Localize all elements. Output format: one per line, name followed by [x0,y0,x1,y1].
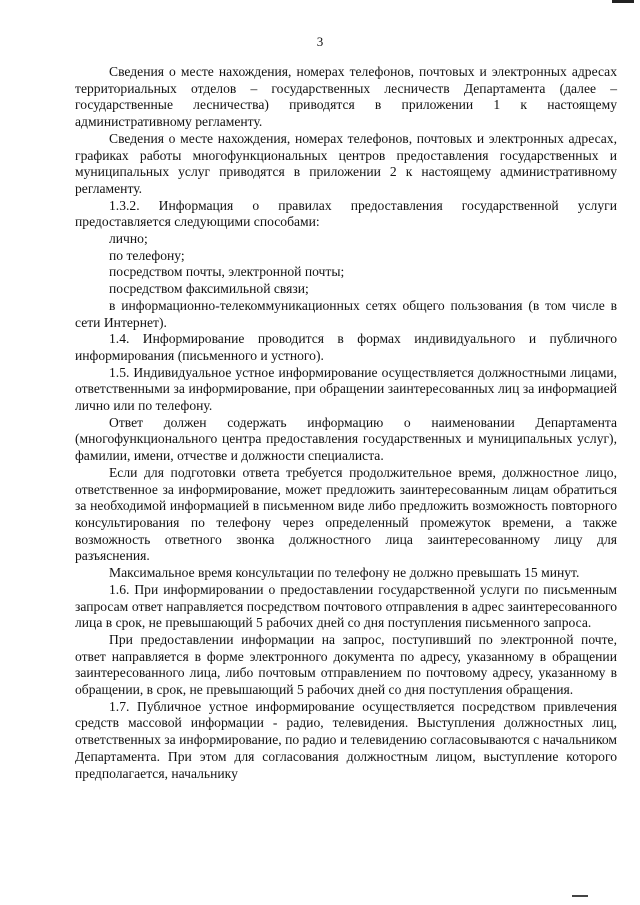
paragraph-1-4: 1.4. Информирование проводится в формах индивидуального и публичного информирования (письменного и устного). [75,331,617,363]
document-body [75,64,617,782]
scan-bottom-mark [572,895,588,897]
paragraph-email-request: При предоставлении информации на запрос, поступивший по электронной почте, ответ направляется в форме электронного документа по адресу, указанному в обращении заинтересованного лица, либо почтовым отправлением по почтовому адресу, указанному в обращении, в срок, не превышающий 5 рабочих дней со дня поступления обращения. [75,631,617,698]
list-item-in-person: лично; [109,231,148,247]
paragraph-1-7: 1.7. Публичное устное информирование осуществляется посредством привлечения средств массовой информации - радио, телевидения. Выступления должностных лиц, ответственных за информирование, по радио и телевидению согласовываются с начальником Департамента. При этом для согласования должностным лицом, выступление которого предполагается, начальнику [75,698,617,781]
scan-edge-mark [612,0,634,3]
page-number: 3 [316,34,324,49]
paragraph-1-3-2: 1.3.2. Информация о правилах предоставления государственной услуги предоставляется следующими способами: [75,197,617,230]
paragraph-answer-content: Ответ должен содержать информацию о наименовании Департамента (многофункционального центра предоставления государственных и муниципальных услуг), фамилии, имени, отчестве и должности специалиста. [75,414,617,464]
paragraph-mfc-info: Сведения о месте нахождения, номерах телефонов, почтовых и электронных адресах, графиках работы многофункциональных центров предоставления государственных и муниципальных услуг приводятся в приложении 2 к настоящему административному регламенту. [75,130,617,196]
paragraph-1-5: 1.5. Индивидуальное устное информирование осуществляется должностными лицами, ответственными за информирование, при обращении заинтересованных лиц за информацией лично или по телефону. [75,364,617,414]
list-item-fax: посредством факсимильной связи; [109,281,309,297]
list-item-internet: в информационно-телекоммуникационных сетях общего пользования (в том числе в сети Интернет). [75,297,617,330]
paragraph-max-time: Максимальное время консультации по телефону не должно превышать 15 минут. [109,565,580,581]
paragraph-1-6: 1.6. При информировании о предоставлении государственной услуги по письменным запросам ответ направляется посредством почтового отправления в адрес заинтересованного лица в срок, не превышающий 5 рабочих дней со дня поступления письменного запроса. [75,581,617,631]
paragraph-territorial-offices: Сведения о месте нахождения, номерах телефонов, почтовых и электронных адресах территориальных отделов – государственных лесничеств Департамента (далее – государственные лесничества) приводятся в приложении 1 к настоящему административному регламенту. [75,64,617,130]
paragraph-long-answer: Если для подготовки ответа требуется продолжительное время, должностное лицо, ответственное за информирование, может предложить заинтересованным лицам обратиться за необходимой информацией в письменном виде либо предложить возможность повторного консультирования по телефону через определенный промежуток времени, а также возможность ответного звонка должностного лица заинтересованному лицу для разъяснения. [75,464,617,564]
list-item-mail: посредством почты, электронной почты; [109,264,345,280]
list-item-phone: по телефону; [109,247,185,263]
